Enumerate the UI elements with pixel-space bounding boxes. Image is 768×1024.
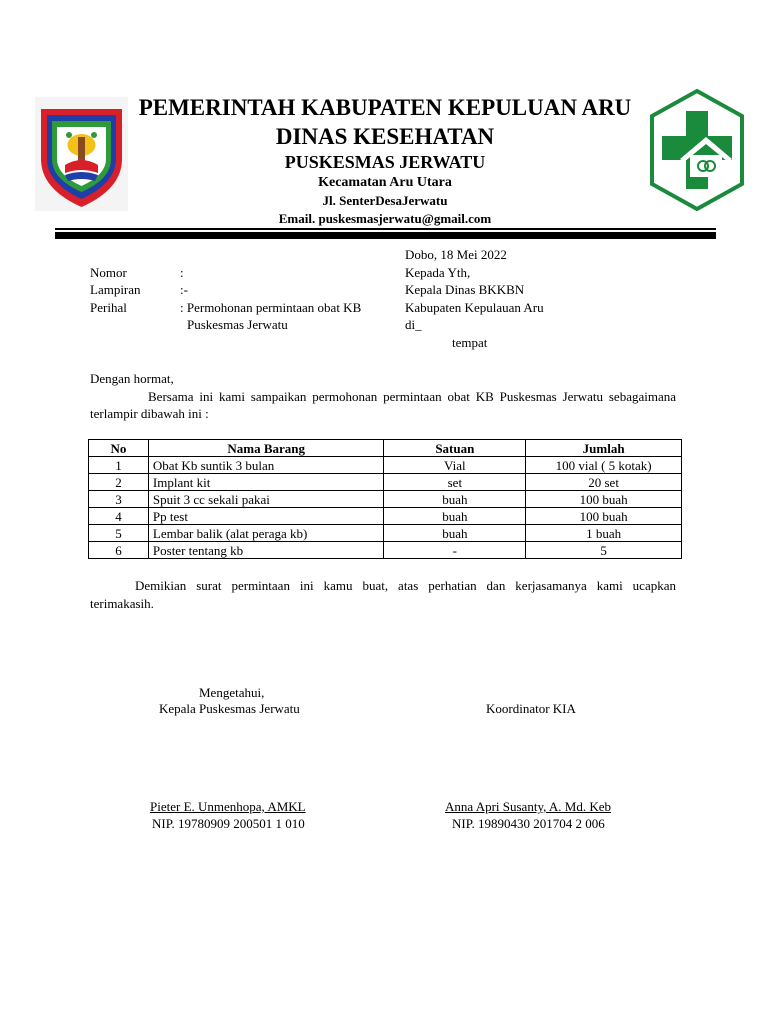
col-header-jumlah: Jumlah (526, 440, 682, 457)
cell-nama-barang: Lembar balik (alat peraga kb) (148, 525, 384, 542)
table-row (89, 542, 682, 559)
col-header-satuan: Satuan (384, 440, 526, 457)
cell-satuan: set (384, 474, 526, 491)
recipient-line-1: Kepada Yth, (405, 265, 471, 280)
cell-jumlah: 20 set (526, 474, 682, 491)
perihal-value-cont: Puskesmas Jerwatu (187, 317, 288, 332)
items-table (88, 439, 682, 559)
table-row (89, 491, 682, 508)
lampiran-value: :- (180, 282, 188, 297)
intro-paragraph-line-1: Bersama ini kami sampaikan permohonan permintaan obat KB Puskesmas Jerwatu sebagaimana (148, 389, 676, 404)
table-row (89, 508, 682, 525)
cell-jumlah: 100 buah (526, 491, 682, 508)
left-signatory-name: Pieter E. Unmenhopa, AMKL (150, 799, 306, 814)
letter-date: Dobo, 18 Mei 2022 (405, 247, 507, 262)
letterhead-line-government: PEMERINTAH KABUPATEN KEPULUAN ARU (138, 95, 632, 120)
left-signature-title-1: Mengetahui, (199, 685, 265, 700)
cell-jumlah: 100 buah (526, 508, 682, 525)
cell-no: 5 (89, 525, 149, 542)
cell-satuan: buah (384, 508, 526, 525)
cell-nama-barang: Obat Kb suntik 3 bulan (148, 457, 384, 474)
recipient-line-3: Kabupaten Kepulauan Aru (405, 300, 544, 315)
cell-jumlah: 5 (526, 542, 682, 559)
closing-paragraph-line-2: terimakasih. (90, 596, 154, 611)
cell-nama-barang: Pp test (148, 508, 384, 525)
closing-paragraph-line-1: Demikian surat permintaan ini kamu buat, atas perhatian dan kerjasamanya kami ucapkan (135, 578, 676, 593)
lampiran-label: Lampiran (90, 282, 141, 297)
table-header-row (89, 440, 682, 457)
recipient-line-2: Kepala Dinas BKKBN (405, 282, 525, 297)
letterhead-rule-thick (55, 232, 716, 239)
letterhead-line-kecamatan: Kecamatan Aru Utara (318, 175, 452, 190)
cell-jumlah: 100 vial ( 5 kotak) (526, 457, 682, 474)
greeting: Dengan hormat, (90, 371, 174, 386)
table-row (89, 525, 682, 542)
left-signatory-nip: NIP. 19780909 200501 1 010 (152, 816, 305, 831)
cell-satuan: buah (384, 491, 526, 508)
cell-nama-barang: Implant kit (148, 474, 384, 491)
recipient-line-4: di_ (405, 317, 422, 332)
right-signatory-name: Anna Apri Susanty, A. Md. Keb (445, 799, 611, 814)
cell-no: 4 (89, 508, 149, 525)
cell-nama-barang: Spuit 3 cc sekali pakai (148, 491, 384, 508)
nomor-label: Nomor (90, 265, 127, 280)
table-row (89, 457, 682, 474)
cell-jumlah: 1 buah (526, 525, 682, 542)
cell-no: 3 (89, 491, 149, 508)
letterhead-line-dinas: DINAS KESEHATAN (275, 124, 495, 149)
letterhead-rule-thin (55, 228, 716, 230)
cell-no: 2 (89, 474, 149, 491)
perihal-value: : Permohonan permintaan obat KB (180, 300, 362, 315)
right-signature-title: Koordinator KIA (486, 701, 576, 716)
letterhead-line-address: Jl. SenterDesaJerwatu (322, 193, 448, 208)
puskesmas-cross-icon (650, 89, 744, 211)
nomor-value: : (180, 265, 184, 280)
col-header-no: No (89, 440, 149, 457)
perihal-label: Perihal (90, 300, 127, 315)
cell-satuan: - (384, 542, 526, 559)
cell-satuan: buah (384, 525, 526, 542)
kabupaten-crest-icon (35, 97, 128, 211)
table-row (89, 474, 682, 491)
cell-nama-barang: Poster tentang kb (148, 542, 384, 559)
col-header-nama-barang: Nama Barang (148, 440, 384, 457)
cell-satuan: Vial (384, 457, 526, 474)
letterhead-line-email: Email. puskesmasjerwatu@gmail.com (278, 211, 492, 226)
right-signatory-nip: NIP. 19890430 201704 2 006 (452, 816, 605, 831)
cell-no: 1 (89, 457, 149, 474)
left-signature-title-2: Kepala Puskesmas Jerwatu (159, 701, 300, 716)
recipient-line-5: tempat (452, 335, 488, 350)
intro-paragraph-line-2: terlampir dibawah ini : (90, 406, 209, 421)
letterhead-line-puskesmas: PUSKESMAS JERWATU (284, 152, 486, 172)
cell-no: 6 (89, 542, 149, 559)
